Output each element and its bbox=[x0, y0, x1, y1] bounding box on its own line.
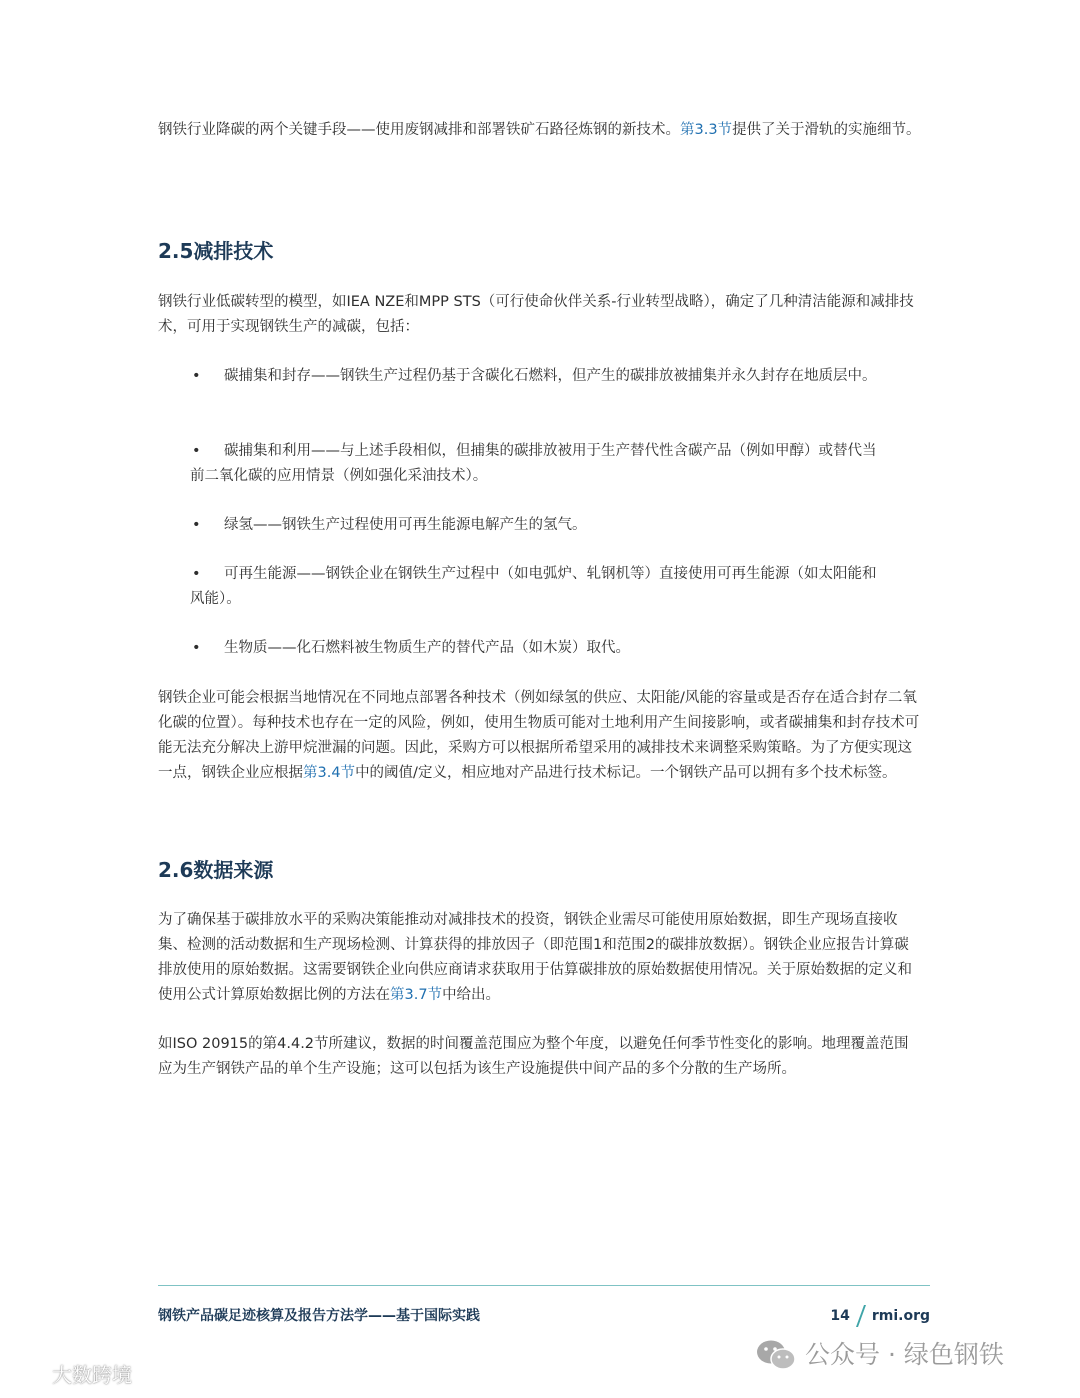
section-2-6-paragraph-2: 如ISO 20915的第4.4.2节所建议，数据的时间覆盖范围应为整个年度，以避免任何季节性变化的影响。地理覆盖范围应为生产钢铁产品的单个生产设施；这可以包括为该生产设施提供中间产品的多个分散的生产场所。 bbox=[158, 1036, 909, 1077]
footer-rule bbox=[158, 1285, 930, 1286]
footer-page-info bbox=[830, 1304, 930, 1328]
section-2-6-heading: 2.6数据来源 bbox=[158, 858, 274, 882]
corner-watermark-text: 大数跨境 bbox=[52, 1363, 132, 1387]
wechat-icon bbox=[755, 1338, 797, 1372]
logo-icon bbox=[8, 1362, 48, 1388]
bullet-item: • 生物质——化石燃料被生物质生产的替代产品（如木炭）取代。 bbox=[190, 636, 890, 661]
section-2-5-heading: 2.5减排技术 bbox=[158, 239, 274, 263]
bullet-dot: • bbox=[192, 566, 201, 582]
bullet-item: • 碳捕集和利用——与上述手段相似，但捕集的碳排放被用于生产替代性含碳产品（例如甲醇）或替代当前二氧化碳的应用情景（例如强化采油技术）。 bbox=[190, 439, 890, 489]
wechat-watermark bbox=[755, 1335, 1004, 1375]
bullet-item: • 碳捕集和封存——钢铁生产过程仍基于含碳化石燃料，但产生的碳排放被捕集并永久封存在地质层中。 bbox=[190, 364, 890, 389]
corner-watermark bbox=[8, 1360, 132, 1390]
footer-site-link[interactable]: rmi.org bbox=[871, 1308, 930, 1324]
section-2-5-intro: 钢铁行业低碳转型的模型，如IEA NZE和MPP STS（可行使命伙伴关系-行业转型战略），确定了几种清洁能源和减排技术，可用于实现钢铁生产的减碳，包括： bbox=[158, 294, 914, 335]
slash-divider-icon bbox=[856, 1305, 866, 1327]
bullet-item: • 绿氢——钢铁生产过程使用可再生能源电解产生的氢气。 bbox=[190, 513, 890, 538]
bullet-dot: • bbox=[192, 368, 201, 384]
bullet-dot: • bbox=[192, 640, 201, 656]
section-2-6-paragraph-1: 为了确保基于碳排放水平的采购决策能推动对减排技术的投资，钢铁企业需尽可能使用原始数据，即生产现场直接收集、检测的活动数据和生产现场检测、计算获得的排放因子（即范围1和范围2的碳排放数据）。钢铁企业应报告计算碳排放使用的原始数据。这需要钢铁企业向供应商请求获取用于估算碳排放的原始数据使用情况。关于原始数据的定义和使用公式计算原始数据比例的方法在第3.7节中给出。 bbox=[158, 912, 912, 1003]
section-3-4-link[interactable]: 第3.4节 bbox=[303, 765, 356, 781]
bullet-dot: • bbox=[192, 517, 201, 533]
intro-paragraph: 钢铁行业降碳的两个关键手段——使用废钢减排和部署铁矿石路径炼钢的新技术。第3.3节提供了关于滑轨的实施细节。 bbox=[158, 122, 921, 138]
section-3-7-link[interactable]: 第3.7节 bbox=[390, 987, 443, 1003]
section-2-5-conclusion: 钢铁企业可能会根据当地情况在不同地点部署各种技术（例如绿氢的供应、太阳能/风能的容量或是否存在适合封存二氧化碳的位置）。每种技术也存在一定的风险，例如，使用生物质可能对土地利用产生间接影响，或者碳捕集和封存技术可能无法充分解决上游甲烷泄漏的问题。因此，采购方可以根据所希望采用的减排技术来调整采购策略。为了方便实现这一点，钢铁企业应根据第3.4节中的阈值/定义，相应地对产品进行技术标记。一个钢铁产品可以拥有多个技术标签。 bbox=[158, 690, 920, 781]
page-number: 14 bbox=[830, 1308, 850, 1324]
bullet-dot: • bbox=[192, 443, 201, 459]
section-3-3-link[interactable]: 第3.3节 bbox=[680, 122, 733, 138]
footer-title: 钢铁产品碳足迹核算及报告方法学——基于国际实践 bbox=[158, 1308, 480, 1324]
bullet-item: • 可再生能源——钢铁企业在钢铁生产过程中（如电弧炉、轧钢机等）直接使用可再生能源（如太阳能和风能）。 bbox=[190, 562, 890, 612]
wechat-watermark-text: 公众号 · 绿色钢铁 bbox=[805, 1340, 1004, 1369]
